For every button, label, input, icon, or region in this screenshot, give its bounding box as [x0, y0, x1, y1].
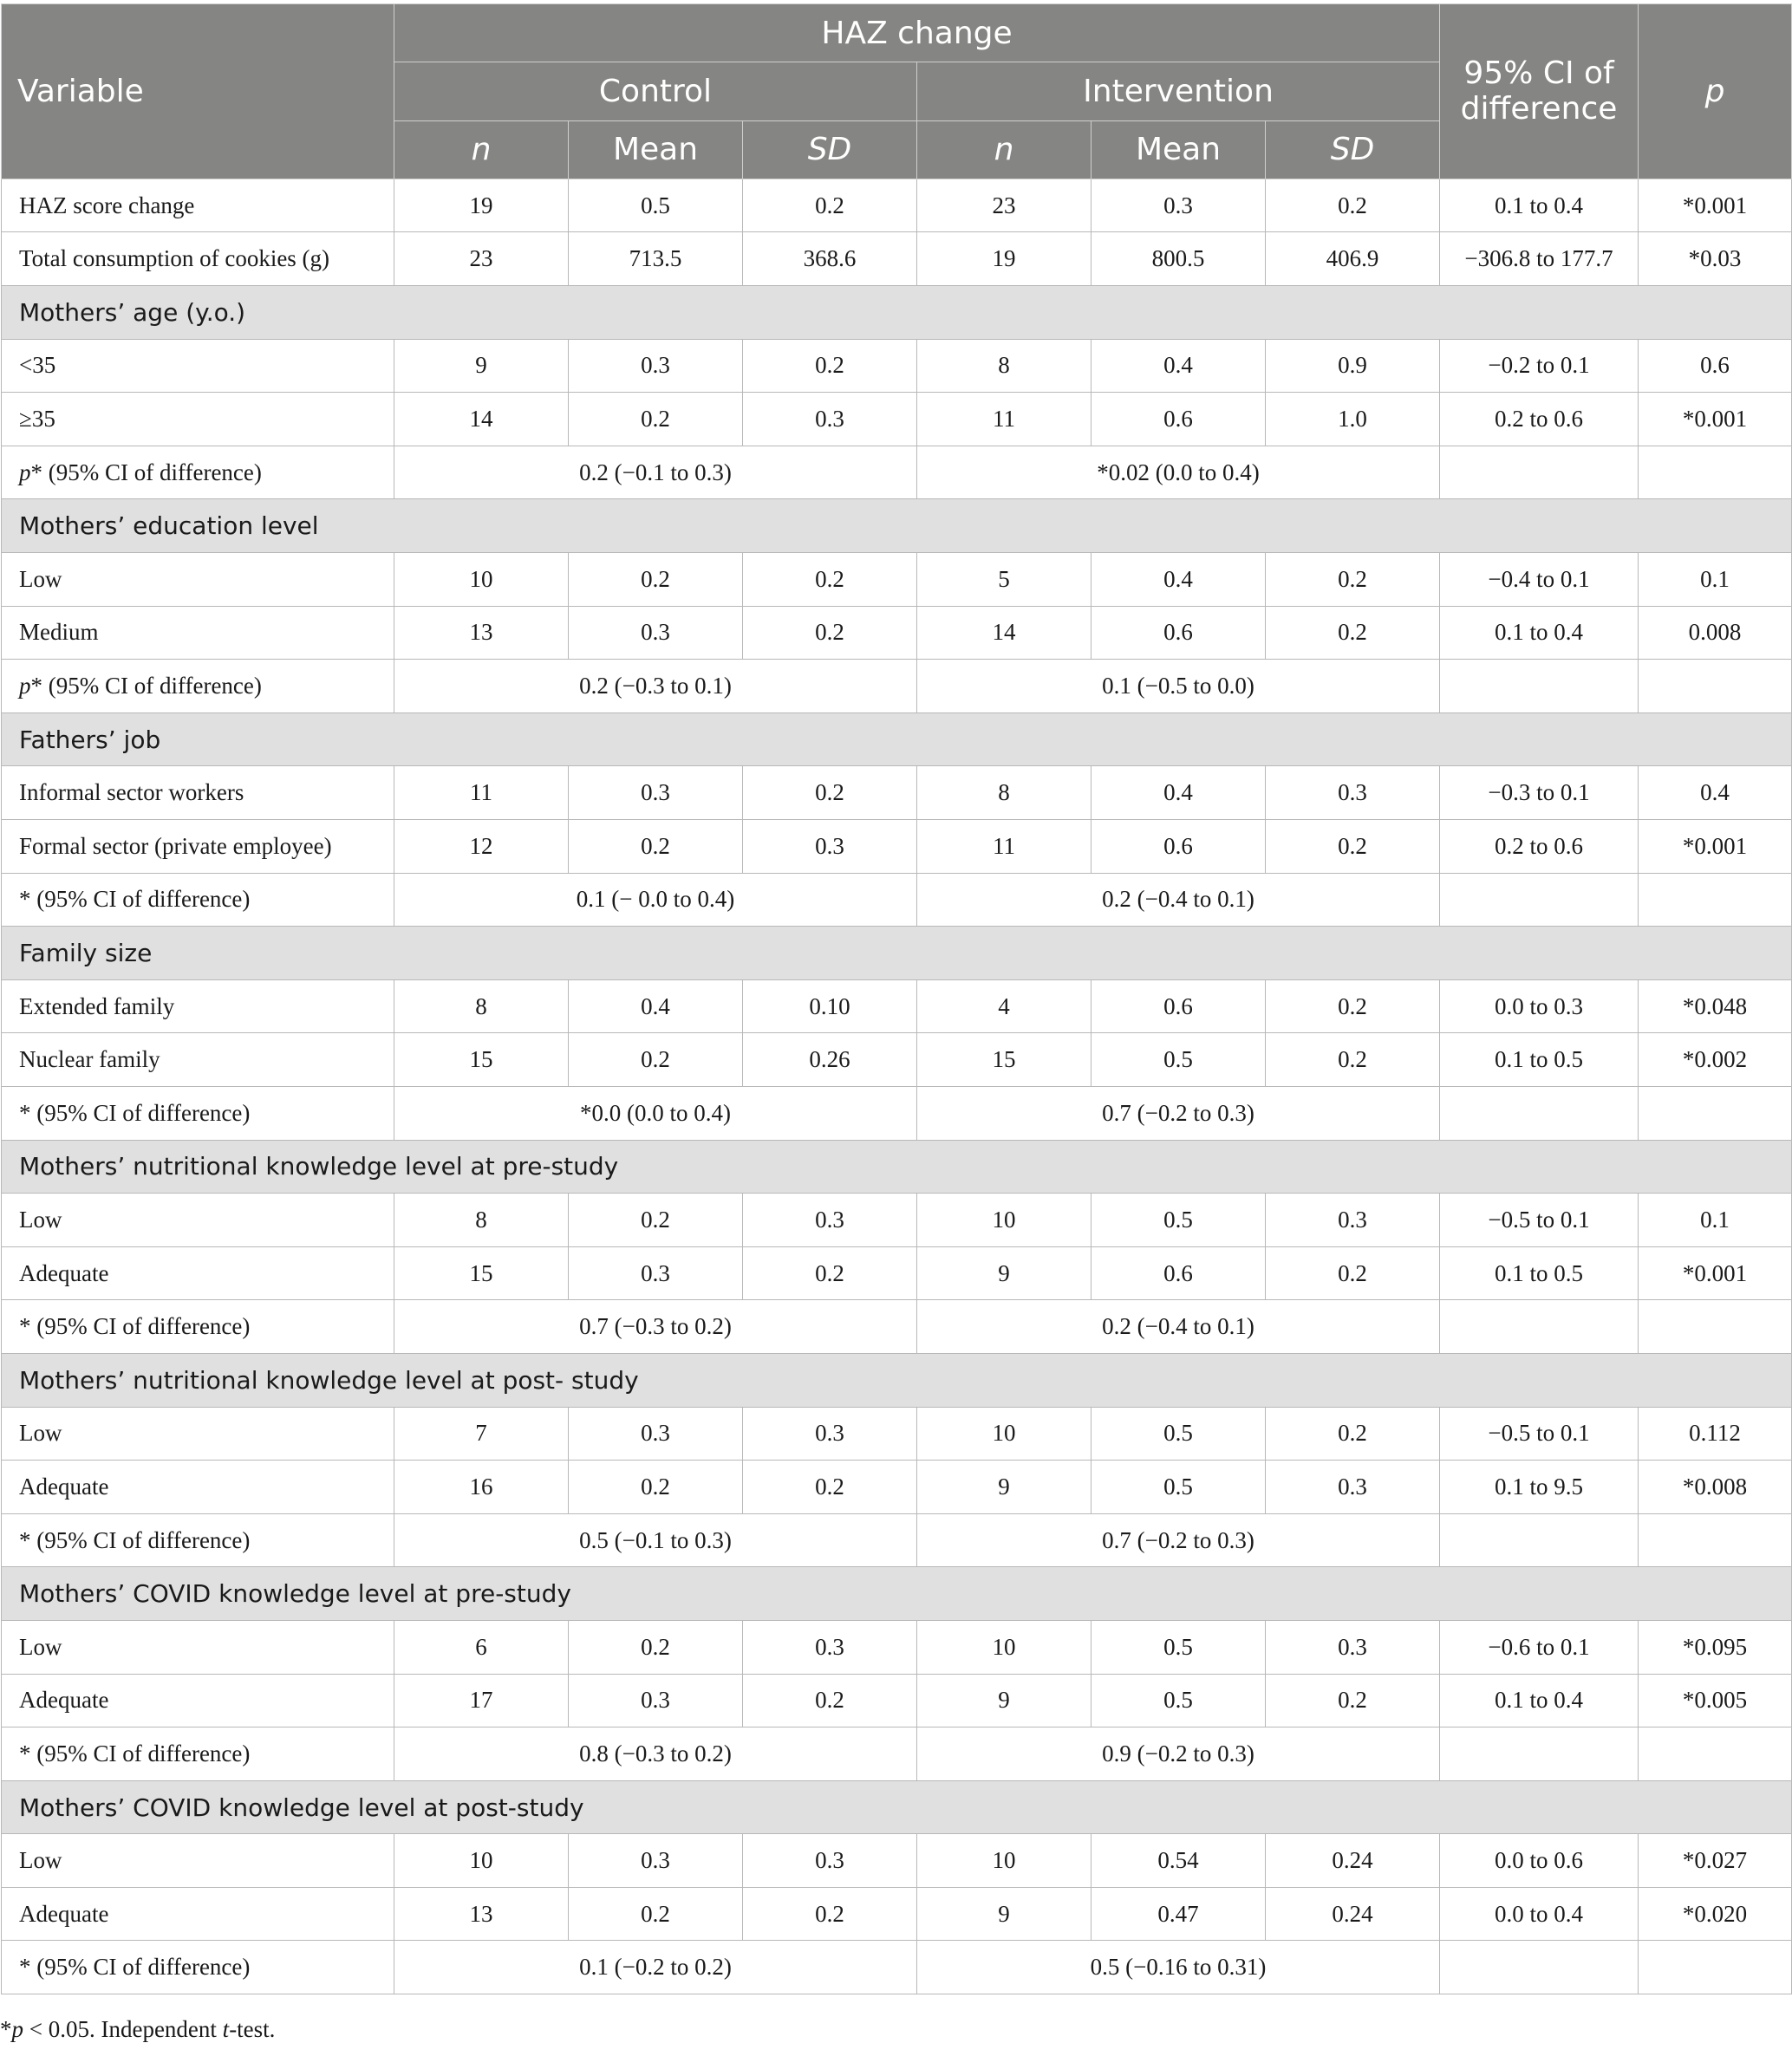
ci-of-difference-cell: −0.5 to 0.1 — [1440, 1407, 1639, 1461]
row-label: Extended family — [2, 979, 394, 1033]
p-value-cell: *0.005 — [1639, 1674, 1792, 1727]
p-value-cell: 0.4 — [1639, 766, 1792, 820]
ci-empty-cell — [1440, 1086, 1639, 1140]
header-variable: Variable — [2, 4, 394, 179]
table-row — [2, 979, 1792, 1033]
control-n-cell: 10 — [394, 553, 569, 607]
table-row — [2, 1887, 1792, 1941]
intervention-mean-cell: 0.6 — [1091, 1246, 1266, 1300]
control-mean-cell: 0.2 — [569, 820, 743, 874]
section-label: Fathers’ job — [2, 712, 1792, 766]
intervention-n-cell: 8 — [917, 339, 1091, 393]
intervention-mean-cell: 0.5 — [1091, 1194, 1266, 1247]
control-mean-cell: 0.2 — [569, 393, 743, 446]
table-row — [2, 1620, 1792, 1674]
p-value-cell: 0.6 — [1639, 339, 1792, 393]
table-row — [2, 339, 1792, 393]
intervention-n-cell: 15 — [917, 1033, 1091, 1087]
row-label: Adequate — [2, 1461, 394, 1514]
intervention-mean-cell: 0.5 — [1091, 1033, 1266, 1087]
intervention-n-cell: 8 — [917, 766, 1091, 820]
p-value-cell: *0.027 — [1639, 1834, 1792, 1888]
control-sd-cell: 0.2 — [743, 1674, 917, 1727]
row-label: Medium — [2, 606, 394, 660]
ci-of-difference-cell: −306.8 to 177.7 — [1440, 232, 1639, 286]
summary-row — [2, 1086, 1792, 1140]
summary-label — [2, 660, 394, 713]
row-label: Low — [2, 553, 394, 607]
ci-empty-cell — [1440, 1727, 1639, 1781]
control-sd-cell: 0.3 — [743, 1620, 917, 1674]
ci-of-difference-cell: 0.2 to 0.6 — [1440, 393, 1639, 446]
intervention-summary-cell: 0.2 (−0.4 to 0.1) — [917, 873, 1440, 927]
table-footnote: *p < 0.05. Independent t-test. — [0, 2016, 276, 2042]
intervention-sd-cell: 0.2 — [1266, 553, 1440, 607]
intervention-sd-cell: 0.2 — [1266, 979, 1440, 1033]
intervention-sd-cell: 0.3 — [1266, 766, 1440, 820]
p-empty-cell — [1639, 873, 1792, 927]
ci-empty-cell — [1440, 1941, 1639, 1994]
section-label: Mothers’ COVID knowledge level at pre-study — [2, 1567, 1792, 1621]
p-value-cell: *0.008 — [1639, 1461, 1792, 1514]
control-mean-cell: 0.3 — [569, 1246, 743, 1300]
p-symbol: p — [19, 673, 31, 699]
ci-empty-cell — [1440, 660, 1639, 713]
intervention-mean-cell: 0.5 — [1091, 1461, 1266, 1514]
row-label: Low — [2, 1194, 394, 1247]
intervention-n-cell: 9 — [917, 1461, 1091, 1514]
p-empty-cell — [1639, 660, 1792, 713]
summary-label — [2, 1300, 394, 1354]
p-value-cell: *0.001 — [1639, 820, 1792, 874]
header-intervention: Intervention — [917, 62, 1440, 120]
row-label: Informal sector workers — [2, 766, 394, 820]
section-row — [2, 1567, 1792, 1621]
p-value-cell: *0.020 — [1639, 1887, 1792, 1941]
summary-label — [2, 1727, 394, 1781]
row-label: Low — [2, 1620, 394, 1674]
ci-of-difference-cell: 0.0 to 0.4 — [1440, 1887, 1639, 1941]
control-n-cell: 7 — [394, 1407, 569, 1461]
control-n-cell: 12 — [394, 820, 569, 874]
intervention-summary-cell: 0.5 (−0.16 to 0.31) — [917, 1941, 1440, 1994]
p-value-cell: 0.112 — [1639, 1407, 1792, 1461]
control-sd-cell: 0.3 — [743, 393, 917, 446]
control-mean-cell: 0.2 — [569, 553, 743, 607]
summary-row — [2, 446, 1792, 499]
p-value-cell: 0.008 — [1639, 606, 1792, 660]
control-n-cell: 8 — [394, 979, 569, 1033]
intervention-mean-cell: 0.5 — [1091, 1407, 1266, 1461]
intervention-n-cell: 14 — [917, 606, 1091, 660]
table-body — [2, 179, 1792, 1994]
p-empty-cell — [1639, 1300, 1792, 1354]
intervention-sd-cell: 0.2 — [1266, 820, 1440, 874]
intervention-mean-cell: 0.6 — [1091, 606, 1266, 660]
table-header — [2, 4, 1792, 179]
intervention-mean-cell: 0.6 — [1091, 820, 1266, 874]
ci-of-difference-cell: 0.1 to 0.4 — [1440, 606, 1639, 660]
summary-label-text: * (95% CI of difference) — [19, 1313, 251, 1340]
summary-row — [2, 1941, 1792, 1994]
ci-empty-cell — [1440, 873, 1639, 927]
control-sd-cell: 0.3 — [743, 820, 917, 874]
intervention-sd-cell: 0.3 — [1266, 1461, 1440, 1514]
row-label: Total consumption of cookies (g) — [2, 232, 394, 286]
intervention-sd-cell: 0.24 — [1266, 1834, 1440, 1888]
control-mean-cell: 0.2 — [569, 1461, 743, 1514]
control-n-cell: 15 — [394, 1246, 569, 1300]
intervention-mean-cell: 0.54 — [1091, 1834, 1266, 1888]
control-n-cell: 9 — [394, 339, 569, 393]
intervention-sd-cell: 0.2 — [1266, 1674, 1440, 1727]
control-sd-cell: 0.3 — [743, 1194, 917, 1247]
intervention-n-cell: 10 — [917, 1620, 1091, 1674]
summary-label-text: * (95% CI of difference) — [19, 1954, 251, 1981]
control-mean-cell: 713.5 — [569, 232, 743, 286]
ci-of-difference-cell: 0.0 to 0.6 — [1440, 1834, 1639, 1888]
control-sd-cell: 0.3 — [743, 1834, 917, 1888]
control-sd-cell: 0.3 — [743, 1407, 917, 1461]
ci-of-difference-cell: 0.1 to 0.5 — [1440, 1033, 1639, 1087]
ci-of-difference-cell: 0.2 to 0.6 — [1440, 820, 1639, 874]
control-n-cell: 13 — [394, 606, 569, 660]
control-sd-cell: 0.2 — [743, 179, 917, 232]
intervention-mean-cell: 0.6 — [1091, 393, 1266, 446]
control-sd-cell: 0.10 — [743, 979, 917, 1033]
control-n-cell: 14 — [394, 393, 569, 446]
control-n-cell: 19 — [394, 179, 569, 232]
header-ci: 95% CI of difference — [1440, 4, 1639, 179]
control-n-cell: 16 — [394, 1461, 569, 1514]
summary-row — [2, 1727, 1792, 1781]
control-sd-cell: 0.2 — [743, 766, 917, 820]
intervention-mean-cell: 0.5 — [1091, 1674, 1266, 1727]
table-row — [2, 1246, 1792, 1300]
section-row — [2, 499, 1792, 553]
intervention-n-cell: 10 — [917, 1194, 1091, 1247]
control-n-cell: 15 — [394, 1033, 569, 1087]
row-label: HAZ score change — [2, 179, 394, 232]
intervention-sd-cell: 406.9 — [1266, 232, 1440, 286]
p-value-cell: *0.001 — [1639, 393, 1792, 446]
control-n-cell: 23 — [394, 232, 569, 286]
intervention-summary-cell: 0.2 (−0.4 to 0.1) — [917, 1300, 1440, 1354]
control-sd-cell: 0.2 — [743, 1887, 917, 1941]
intervention-mean-cell: 0.6 — [1091, 979, 1266, 1033]
control-sd-cell: 0.2 — [743, 553, 917, 607]
intervention-mean-cell: 0.4 — [1091, 339, 1266, 393]
ci-of-difference-cell: −0.5 to 0.1 — [1440, 1194, 1639, 1247]
intervention-n-cell: 19 — [917, 232, 1091, 286]
control-summary-cell: 0.1 (− 0.0 to 0.4) — [394, 873, 917, 927]
table-container — [0, 3, 1792, 1994]
ci-of-difference-cell: 0.1 to 0.4 — [1440, 1674, 1639, 1727]
table-row — [2, 1674, 1792, 1727]
section-row — [2, 1140, 1792, 1194]
control-mean-cell: 0.3 — [569, 1407, 743, 1461]
table-row — [2, 820, 1792, 874]
control-sd-cell: 0.2 — [743, 1461, 917, 1514]
header-intervention-mean: Mean — [1091, 120, 1266, 179]
header-intervention-sd: SD — [1266, 120, 1440, 179]
p-value-cell: *0.001 — [1639, 1246, 1792, 1300]
table-row — [2, 232, 1792, 286]
p-value-cell: 0.1 — [1639, 553, 1792, 607]
control-n-cell: 13 — [394, 1887, 569, 1941]
section-label: Mothers’ education level — [2, 499, 1792, 553]
control-summary-cell: 0.1 (−0.2 to 0.2) — [394, 1941, 917, 1994]
section-label: Mothers’ COVID knowledge level at post-study — [2, 1780, 1792, 1834]
ci-of-difference-cell: −0.4 to 0.1 — [1440, 553, 1639, 607]
summary-label — [2, 873, 394, 927]
control-mean-cell: 0.4 — [569, 979, 743, 1033]
ci-of-difference-cell: 0.1 to 9.5 — [1440, 1461, 1639, 1514]
summary-label-text: * (95% CI of difference) — [19, 1526, 251, 1553]
header-p: p — [1639, 4, 1792, 179]
intervention-n-cell: 9 — [917, 1246, 1091, 1300]
control-summary-cell: *0.0 (0.0 to 0.4) — [394, 1086, 917, 1140]
table-row — [2, 1194, 1792, 1247]
intervention-sd-cell: 0.9 — [1266, 339, 1440, 393]
row-label: Nuclear family — [2, 1033, 394, 1087]
intervention-summary-cell: *0.02 (0.0 to 0.4) — [917, 446, 1440, 499]
intervention-n-cell: 11 — [917, 820, 1091, 874]
control-n-cell: 10 — [394, 1834, 569, 1888]
row-label: Low — [2, 1407, 394, 1461]
row-label: ≥35 — [2, 393, 394, 446]
control-mean-cell: 0.2 — [569, 1033, 743, 1087]
intervention-mean-cell: 0.5 — [1091, 1620, 1266, 1674]
intervention-summary-cell: 0.9 (−0.2 to 0.3) — [917, 1727, 1440, 1781]
ci-of-difference-cell: 0.1 to 0.5 — [1440, 1246, 1639, 1300]
control-summary-cell: 0.8 (−0.3 to 0.2) — [394, 1727, 917, 1781]
p-value-cell: *0.03 — [1639, 232, 1792, 286]
row-label: Adequate — [2, 1674, 394, 1727]
ci-of-difference-cell: −0.2 to 0.1 — [1440, 339, 1639, 393]
intervention-mean-cell: 800.5 — [1091, 232, 1266, 286]
intervention-sd-cell: 0.2 — [1266, 1033, 1440, 1087]
p-value-cell: *0.095 — [1639, 1620, 1792, 1674]
section-label: Mothers’ age (y.o.) — [2, 286, 1792, 340]
header-control-n: n — [394, 120, 569, 179]
intervention-summary-cell: 0.1 (−0.5 to 0.0) — [917, 660, 1440, 713]
ci-empty-cell — [1440, 446, 1639, 499]
control-mean-cell: 0.3 — [569, 1674, 743, 1727]
summary-label-text: * (95% CI of difference) — [30, 459, 262, 485]
intervention-summary-cell: 0.7 (−0.2 to 0.3) — [917, 1086, 1440, 1140]
header-control-sd: SD — [743, 120, 917, 179]
control-n-cell: 17 — [394, 1674, 569, 1727]
control-summary-cell: 0.5 (−0.1 to 0.3) — [394, 1513, 917, 1567]
intervention-sd-cell: 0.2 — [1266, 606, 1440, 660]
control-sd-cell: 0.2 — [743, 339, 917, 393]
summary-row — [2, 1513, 1792, 1567]
summary-row — [2, 660, 1792, 713]
control-n-cell: 8 — [394, 1194, 569, 1247]
control-sd-cell: 0.26 — [743, 1033, 917, 1087]
intervention-sd-cell: 0.24 — [1266, 1887, 1440, 1941]
table-row — [2, 179, 1792, 232]
summary-label — [2, 1513, 394, 1567]
p-value-cell: *0.002 — [1639, 1033, 1792, 1087]
section-label: Family size — [2, 927, 1792, 980]
control-mean-cell: 0.5 — [569, 179, 743, 232]
p-value-cell: *0.001 — [1639, 179, 1792, 232]
p-value-cell: *0.048 — [1639, 979, 1792, 1033]
summary-row — [2, 873, 1792, 927]
p-empty-cell — [1639, 1513, 1792, 1567]
control-sd-cell: 0.2 — [743, 606, 917, 660]
p-empty-cell — [1639, 446, 1792, 499]
section-row — [2, 927, 1792, 980]
intervention-n-cell: 9 — [917, 1674, 1091, 1727]
header-intervention-n: n — [917, 120, 1091, 179]
control-sd-cell: 0.2 — [743, 1246, 917, 1300]
intervention-n-cell: 10 — [917, 1834, 1091, 1888]
header-haz-change: HAZ change — [394, 4, 1440, 62]
control-mean-cell: 0.3 — [569, 766, 743, 820]
intervention-mean-cell: 0.4 — [1091, 553, 1266, 607]
intervention-n-cell: 5 — [917, 553, 1091, 607]
section-row — [2, 712, 1792, 766]
ci-of-difference-cell: 0.1 to 0.4 — [1440, 179, 1639, 232]
table-row — [2, 1834, 1792, 1888]
summary-label — [2, 446, 394, 499]
control-mean-cell: 0.3 — [569, 339, 743, 393]
p-symbol: p — [19, 459, 31, 485]
intervention-sd-cell: 1.0 — [1266, 393, 1440, 446]
intervention-n-cell: 10 — [917, 1407, 1091, 1461]
control-summary-cell: 0.2 (−0.3 to 0.1) — [394, 660, 917, 713]
ci-of-difference-cell: −0.6 to 0.1 — [1440, 1620, 1639, 1674]
row-label: Formal sector (private employee) — [2, 820, 394, 874]
control-sd-cell: 368.6 — [743, 232, 917, 286]
intervention-sd-cell: 0.3 — [1266, 1194, 1440, 1247]
ci-of-difference-cell: 0.0 to 0.3 — [1440, 979, 1639, 1033]
table-row — [2, 1033, 1792, 1087]
intervention-n-cell: 9 — [917, 1887, 1091, 1941]
table-row — [2, 606, 1792, 660]
table-row — [2, 1461, 1792, 1514]
header-control: Control — [394, 62, 917, 120]
summary-label — [2, 1086, 394, 1140]
intervention-n-cell: 23 — [917, 179, 1091, 232]
table-row — [2, 1407, 1792, 1461]
ci-empty-cell — [1440, 1300, 1639, 1354]
table-row — [2, 393, 1792, 446]
control-mean-cell: 0.2 — [569, 1887, 743, 1941]
section-row — [2, 1353, 1792, 1407]
control-mean-cell: 0.2 — [569, 1194, 743, 1247]
control-mean-cell: 0.3 — [569, 1834, 743, 1888]
intervention-n-cell: 11 — [917, 393, 1091, 446]
section-row — [2, 286, 1792, 340]
intervention-mean-cell: 0.47 — [1091, 1887, 1266, 1941]
header-control-mean: Mean — [569, 120, 743, 179]
intervention-sd-cell: 0.2 — [1266, 1246, 1440, 1300]
table-row — [2, 766, 1792, 820]
summary-label-text: * (95% CI of difference) — [30, 673, 262, 699]
control-n-cell: 6 — [394, 1620, 569, 1674]
control-n-cell: 11 — [394, 766, 569, 820]
control-mean-cell: 0.2 — [569, 1620, 743, 1674]
intervention-sd-cell: 0.2 — [1266, 1407, 1440, 1461]
summary-label-text: * (95% CI of difference) — [19, 1740, 251, 1766]
p-empty-cell — [1639, 1727, 1792, 1781]
row-label: Low — [2, 1834, 394, 1888]
control-mean-cell: 0.3 — [569, 606, 743, 660]
intervention-sd-cell: 0.2 — [1266, 179, 1440, 232]
intervention-summary-cell: 0.7 (−0.2 to 0.3) — [917, 1513, 1440, 1567]
row-label: <35 — [2, 339, 394, 393]
section-row — [2, 1780, 1792, 1834]
summary-row — [2, 1300, 1792, 1354]
intervention-sd-cell: 0.3 — [1266, 1620, 1440, 1674]
intervention-mean-cell: 0.3 — [1091, 179, 1266, 232]
control-summary-cell: 0.2 (−0.1 to 0.3) — [394, 446, 917, 499]
summary-label — [2, 1941, 394, 1994]
summary-label-text: * (95% CI of difference) — [19, 886, 251, 913]
row-label: Adequate — [2, 1887, 394, 1941]
p-value-cell: 0.1 — [1639, 1194, 1792, 1247]
summary-label-text: * (95% CI of difference) — [19, 1099, 251, 1126]
section-label: Mothers’ nutritional knowledge level at post- study — [2, 1353, 1792, 1407]
control-summary-cell: 0.7 (−0.3 to 0.2) — [394, 1300, 917, 1354]
ci-empty-cell — [1440, 1513, 1639, 1567]
ci-of-difference-cell: −0.3 to 0.1 — [1440, 766, 1639, 820]
haz-change-table — [1, 3, 1792, 1994]
section-label: Mothers’ nutritional knowledge level at pre-study — [2, 1140, 1792, 1194]
row-label: Adequate — [2, 1246, 394, 1300]
table-row — [2, 553, 1792, 607]
p-empty-cell — [1639, 1941, 1792, 1994]
intervention-n-cell: 4 — [917, 979, 1091, 1033]
intervention-mean-cell: 0.4 — [1091, 766, 1266, 820]
p-empty-cell — [1639, 1086, 1792, 1140]
